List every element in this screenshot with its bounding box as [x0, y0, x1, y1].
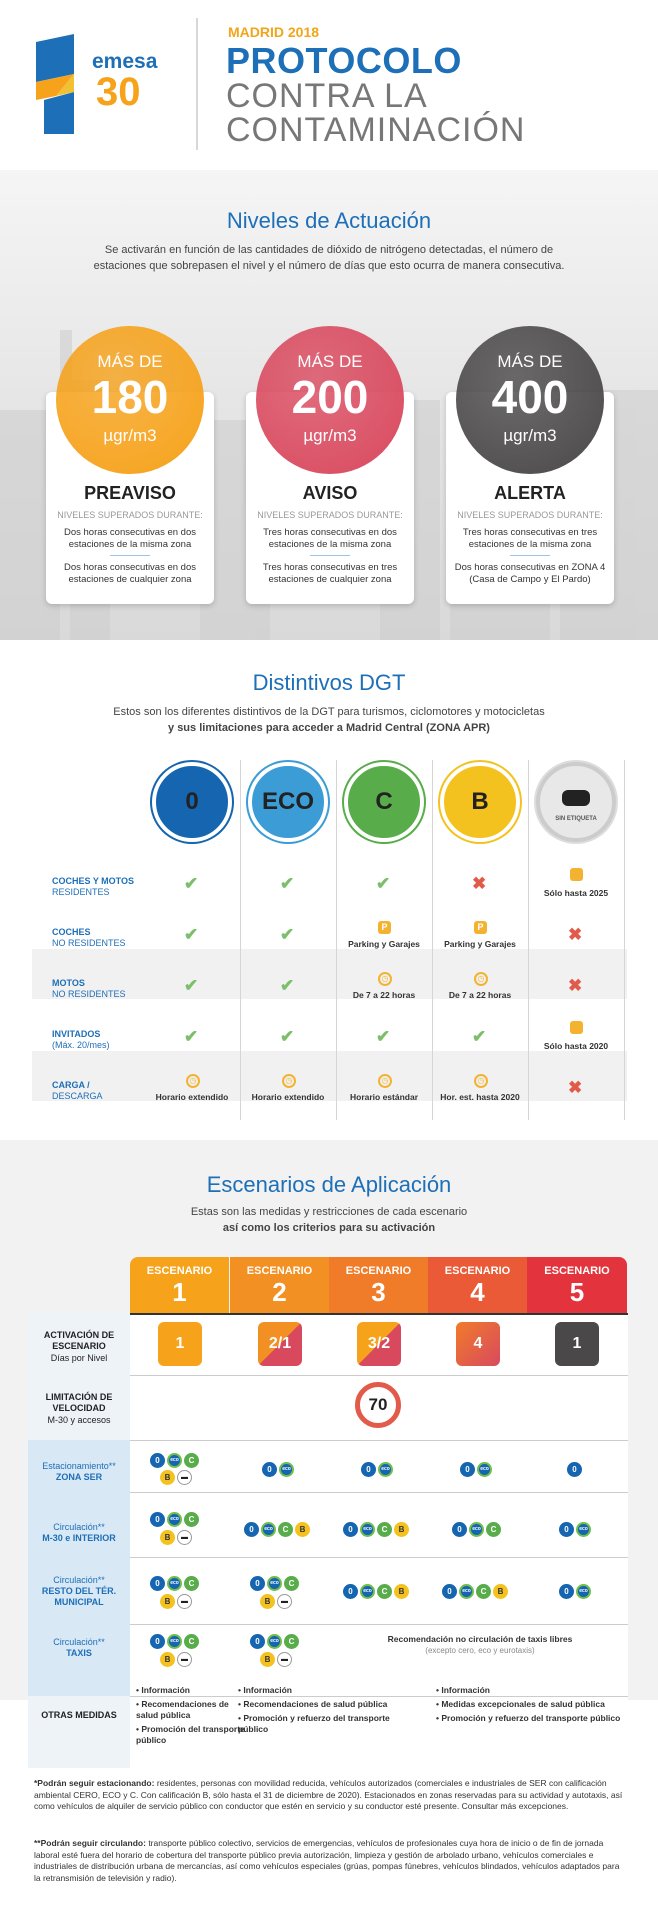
escenario-row-label-2: RESTO DEL TÉR. MUNICIPAL [41, 1586, 117, 1607]
clock-icon: ◷ [378, 972, 392, 986]
escenario-header-word: ESCENARIO [345, 1265, 412, 1277]
nivel-pre: MÁS DE [97, 352, 163, 371]
check-icon: ✔ [184, 874, 199, 893]
badge-dot: eco [167, 1512, 182, 1527]
footer-note-1-bold: *Podrán seguir estacionando: [34, 1778, 155, 1788]
parking-icon: P [474, 921, 487, 934]
badge-dot: eco [279, 1462, 294, 1477]
dgt-column-divider [240, 760, 241, 1120]
dgt-badge-label: 0 [185, 788, 199, 815]
nivel-name: ALERTA [494, 483, 566, 503]
badge-dot: eco [167, 1576, 182, 1591]
escenario-row-label-2: ZONA SER [55, 1472, 103, 1482]
check-icon: ✔ [184, 925, 199, 944]
taxi-note: Recomendación no circulación de taxis libres [387, 1634, 573, 1644]
badge-dot: 0 [567, 1462, 582, 1477]
escenario-row-label [28, 1461, 130, 1483]
clock-icon: ◷ [378, 1074, 392, 1088]
badge-dot: 0 [150, 1453, 165, 1468]
badge-dot: ▬ [177, 1530, 192, 1545]
dgt-cell-note: Hor. est. hasta 2020 [440, 1092, 520, 1102]
badge-dot: 0 [150, 1512, 165, 1527]
dgt-cell-note: Horario extendido [155, 1092, 229, 1102]
badge-dot: B [394, 1584, 409, 1599]
otras-medidas-label: OTRAS MEDIDAS [41, 1710, 117, 1720]
dgt-badge-2 [248, 762, 328, 842]
header-title-1: PROTOCOLO [226, 40, 462, 81]
logo-text: emesa [92, 50, 158, 73]
otras-medidas-item: • Medidas excepcionales de salud pública [436, 1699, 605, 1709]
escenario-header-number: 4 [470, 1277, 485, 1307]
otras-medidas-item: • Promoción y refuerzo del transporte público [436, 1713, 621, 1723]
activation-square: 2/1 [258, 1322, 302, 1366]
header-title-2: CONTRA LA [226, 77, 428, 115]
dgt-row-label-2: NO RESIDENTES [52, 938, 126, 948]
calendar-icon [570, 868, 583, 881]
dgt-cell-note: Parking y Garajes [444, 939, 516, 949]
otras-medidas-item-text: Información [243, 1685, 292, 1695]
badge-dot: 0 [343, 1584, 358, 1599]
badge-dot: ▬ [177, 1652, 192, 1667]
badge-dot: eco [167, 1453, 182, 1468]
badge-dot: 0 [460, 1462, 475, 1477]
header [0, 0, 658, 165]
escenario-header-word: ESCENARIO [544, 1265, 610, 1277]
nivel-value: 200 [291, 371, 369, 423]
dgt-row-label-1: INVITADOS [52, 1029, 101, 1039]
nivel-sub: NIVELES SUPERADOS DURANTE: [257, 510, 403, 520]
badge-dot: 0 [559, 1584, 574, 1599]
check-icon: ✔ [280, 1027, 295, 1046]
check-icon: ✔ [376, 1027, 391, 1046]
clock-icon: ◷ [186, 1074, 200, 1088]
escenario-header-number: 5 [569, 1277, 585, 1307]
badge-dot: C [284, 1634, 299, 1649]
escenario-header-number: 2 [272, 1277, 287, 1307]
escenario-row-label [28, 1522, 130, 1544]
nivel-sub: NIVELES SUPERADOS DURANTE: [57, 510, 203, 520]
badge-dot: C [284, 1576, 299, 1591]
calendar-icon [570, 1021, 583, 1034]
taxi-note-sub: (excepto cero, eco y eurotaxis) [425, 1646, 535, 1655]
escenario-row-label-1: Circulación** [53, 1522, 105, 1532]
badge-dot: 0 [244, 1522, 259, 1537]
badge-dot: C [486, 1522, 501, 1537]
dgt-badge-3 [344, 762, 424, 842]
escenario-row-label-2: TAXIS [66, 1648, 92, 1658]
otras-medidas-item-text: Información [441, 1685, 490, 1695]
badge-dot: B [160, 1470, 175, 1485]
footer-note-2-text: transporte público colectivo, servicios de emergencias, vehículos de profesionales cuya hora de inicio o de fin de jornada laboral esté fuera del horario de cobertura del transporte público previa autorización, limpieza y gestión de arbolado urbano, vehículos comerciales e industriales de distribución urbana de mercancías, así como vehículos especiales (grúas, pompas fúnebres, vehículos blindados, vehículos adaptados para la retransmisión de televisión y radio). [34, 1838, 620, 1883]
escenario-row-label-1: Circulación** [53, 1637, 105, 1647]
footer-note-1-text: residentes, personas con movilidad reducida, vehículos autorizados (comerciales e industriales de SER con calificación ambiental CERO, ECO y C. Con calificación B, sólo hasta el 31 de diciembre de 2020). Estacionados en zonas reservadas para su actividad y autotaxis, así como vehículos de alquiler de servicio público con conductor que estén en servicio y su conductor esté presente. Consultar más excepciones. [34, 1778, 623, 1811]
badge-dot: C [184, 1453, 199, 1468]
nivel-circle [256, 326, 404, 474]
badge-dot: C [278, 1522, 293, 1537]
dgt-row-label-2: (Máx. 20/mes) [52, 1040, 110, 1050]
dgt-row-label-1: COCHES [52, 927, 91, 937]
badge-dot: C [377, 1584, 392, 1599]
otras-medidas-item-text: Recomendaciones de salud pública [243, 1699, 388, 1709]
escenario-row-label-2: M-30 e INTERIOR [42, 1533, 116, 1543]
nivel-line-2: Dos horas consecutivas en dos estaciones de cualquier zona [63, 562, 197, 585]
otras-medidas-item-text: Promoción y refuerzo del transporte público [238, 1713, 390, 1734]
badge-dot: B [295, 1522, 310, 1537]
nivel-value: 180 [91, 371, 169, 423]
dgt-row-label [52, 927, 126, 949]
header-divider [196, 18, 198, 150]
escenario-header-word: ESCENARIO [444, 1265, 511, 1277]
check-icon: ✔ [280, 925, 295, 944]
dgt-row-label-1: MOTOS [52, 978, 85, 988]
badge-dot: 0 [442, 1584, 457, 1599]
dgt-column-divider [528, 760, 529, 1120]
activation-square: 1 [555, 1322, 599, 1366]
badge-dot: B [260, 1594, 275, 1609]
badge-dot: eco [360, 1522, 375, 1537]
logo-number: 30 [96, 70, 141, 114]
escenario-row-label-1: Circulación** [53, 1575, 105, 1585]
otras-medidas-item: • Información [136, 1685, 190, 1695]
dgt-column-divider [624, 760, 625, 1120]
header-title-3: CONTAMINACIÓN [226, 111, 526, 149]
nivel-unit: µgr/m3 [103, 426, 157, 445]
dgt-cell-note: De 7 a 22 horas [448, 990, 512, 1000]
otras-medidas-item-text: Promoción y refuerzo del transporte público [441, 1713, 621, 1723]
check-icon: ✔ [280, 874, 295, 893]
escenario-row-label-bg [28, 1696, 130, 1768]
clock-icon: ◷ [474, 972, 488, 986]
nivel-circle [456, 326, 604, 474]
dgt-row-label [52, 1029, 110, 1051]
escenario-header-3 [329, 1257, 428, 1313]
escenario-header-5 [527, 1257, 627, 1313]
badge-dot: B [260, 1652, 275, 1667]
nivel-unit: µgr/m3 [503, 426, 557, 445]
footer-note-1 [34, 1778, 628, 1813]
car-icon [562, 790, 590, 806]
niveles-intro: Se activarán en función de las cantidades de dióxido de nitrógeno detectadas, el número de estaciones que sobrepasen el nivel y el número de días que esto ocurra de manera consecutiva. [93, 244, 565, 272]
escenario-header-number: 1 [172, 1277, 187, 1307]
speed-sub: M-30 y accesos [47, 1415, 111, 1425]
escenario-header-4 [428, 1257, 527, 1313]
activation-square: 3/2 [357, 1322, 401, 1366]
badge-dot: eco [576, 1584, 591, 1599]
badge-dot: ▬ [277, 1594, 292, 1609]
nivel-separator [510, 555, 550, 556]
escenario-row-label [28, 1637, 130, 1659]
speed-label: LIMITACIÓN DE VELOCIDAD [45, 1392, 113, 1413]
nivel-separator [110, 555, 150, 556]
badge-dot: eco [167, 1634, 182, 1649]
badge-dot: eco [576, 1522, 591, 1537]
cross-icon: ✖ [568, 925, 583, 944]
badge-dot: 0 [262, 1462, 277, 1477]
badge-dot: eco [261, 1522, 276, 1537]
escenarios-title: Escenarios de Aplicación [206, 1172, 452, 1197]
dgt-cell-note: Horario estándar [349, 1092, 419, 1102]
badge-dot: eco [267, 1576, 282, 1591]
badge-dot: eco [360, 1584, 375, 1599]
otras-medidas-item-text: Medidas excepcionales de salud pública [441, 1699, 605, 1709]
nivel-line-1: Dos horas consecutivas en dos estaciones de la misma zona [63, 527, 197, 550]
nivel-line-1: Tres horas consecutivas en dos estaciones de la misma zona [263, 527, 397, 550]
check-icon: ✔ [184, 1027, 199, 1046]
badge-dot: B [493, 1584, 508, 1599]
badge-dot: 0 [250, 1634, 265, 1649]
otras-medidas-item-text: Promoción del transporte público [136, 1724, 245, 1745]
activation-square: 4 [456, 1322, 500, 1366]
badge-dot: ▬ [177, 1470, 192, 1485]
otras-medidas-item: • Promoción del transporte público [136, 1724, 245, 1745]
badge-dot: ▬ [277, 1652, 292, 1667]
dgt-badge-5 [536, 762, 616, 842]
badge-dot: 0 [343, 1522, 358, 1537]
badge-dot: B [394, 1522, 409, 1537]
nivel-name: PREAVISO [84, 483, 176, 503]
nivel-name: AVISO [302, 483, 358, 503]
otras-medidas-item: • Información [238, 1685, 292, 1695]
niveles-title: Niveles de Actuación [226, 208, 432, 233]
nivel-value: 400 [491, 371, 569, 423]
badge-dot: eco [267, 1634, 282, 1649]
check-icon: ✔ [184, 976, 199, 995]
badge-dot: eco [477, 1462, 492, 1477]
nivel-pre: MÁS DE [297, 352, 363, 371]
otras-medidas-item: • Promoción y refuerzo del transporte público [238, 1713, 390, 1734]
nivel-line-1: Tres horas consecutivas en tres estaciones de la misma zona [462, 527, 598, 550]
badge-dot: C [184, 1512, 199, 1527]
dgt-badge-label: B [471, 788, 489, 815]
escenarios-intro-1: Estas son las medidas y restricciones de cada escenario [190, 1206, 468, 1218]
clock-icon: ◷ [474, 1074, 488, 1088]
nivel-circle [56, 326, 204, 474]
check-icon: ✔ [376, 874, 391, 893]
nivel-unit: µgr/m3 [303, 426, 357, 445]
otras-medidas-item: • Recomendaciones de salud pública [238, 1699, 388, 1709]
check-icon: ✔ [280, 976, 295, 995]
otras-medidas-list [136, 1685, 246, 1749]
dgt-row-label-1: COCHES Y MOTOS [52, 876, 135, 886]
escenario-header-2 [230, 1257, 329, 1313]
escenario-header-number: 3 [371, 1277, 386, 1307]
escenarios-intro-2: así como los criterios para su activación [222, 1222, 436, 1234]
dgt-cell-note: De 7 a 22 horas [352, 990, 416, 1000]
speed-sign: 70 [355, 1382, 401, 1428]
badge-dot: 0 [150, 1634, 165, 1649]
otras-medidas-item: • Información [436, 1685, 490, 1695]
footer-note-2-bold: **Podrán seguir circulando: [34, 1838, 146, 1848]
dgt-cell-note: Parking y Garajes [348, 939, 420, 949]
escenario-header-1 [130, 1257, 229, 1313]
header-tag: MADRID 2018 [228, 24, 320, 40]
badge-dot: eco [469, 1522, 484, 1537]
footer-note-2 [34, 1838, 628, 1884]
dgt-row-label [52, 876, 134, 898]
nivel-line-2: Dos horas consecutivas en ZONA 4 (Casa de Campo y El Pardo) [454, 562, 606, 585]
dgt-row-label-2: DESCARGA [52, 1091, 103, 1101]
badge-dot: eco [459, 1584, 474, 1599]
dgt-badge-label: SIN ETIQUETA [555, 816, 597, 822]
cross-icon: ✖ [568, 976, 583, 995]
otras-medidas-list [238, 1685, 418, 1738]
badge-dot: B [160, 1652, 175, 1667]
otras-medidas-item-text: Información [141, 1685, 190, 1695]
dgt-title: Distintivos DGT [252, 670, 406, 695]
dgt-row-label-2: RESIDENTES [52, 887, 110, 897]
otras-medidas-item-text: Recomendaciones de salud pública [136, 1699, 229, 1720]
badge-dot: C [184, 1634, 199, 1649]
parking-icon: P [378, 921, 391, 934]
nivel-pre: MÁS DE [497, 352, 563, 371]
dgt-badge-label: C [375, 788, 393, 815]
badge-dot: C [377, 1522, 392, 1537]
dgt-cell-note: Sólo hasta 2025 [543, 888, 609, 898]
dgt-cell-note: Sólo hasta 2020 [543, 1041, 609, 1051]
badge-dot: 0 [559, 1522, 574, 1537]
dgt-cell-note: Horario extendido [251, 1092, 325, 1102]
otras-medidas-list [436, 1685, 626, 1727]
badge-dot: 0 [150, 1576, 165, 1591]
check-icon: ✔ [472, 1027, 487, 1046]
badge-dot: B [160, 1530, 175, 1545]
badge-dot: C [476, 1584, 491, 1599]
dgt-badge-label: ECO [261, 788, 314, 815]
cross-icon: ✖ [568, 1078, 583, 1097]
badge-dot: 0 [361, 1462, 376, 1477]
dgt-badge-1 [152, 762, 232, 842]
clock-icon: ◷ [282, 1074, 296, 1088]
activation-sub: Días por Nivel [50, 1353, 108, 1363]
cross-icon: ✖ [472, 874, 487, 893]
badge-dot: ▬ [177, 1594, 192, 1609]
badge-dot: 0 [452, 1522, 467, 1537]
escenario-header-word: ESCENARIO [146, 1265, 213, 1277]
escenario-row-label [28, 1575, 130, 1608]
badge-dot: B [160, 1594, 175, 1609]
badge-dot: eco [378, 1462, 393, 1477]
nivel-sub: NIVELES SUPERADOS DURANTE: [457, 510, 603, 520]
escenario-row-label-bg [28, 1624, 130, 1696]
badge-dot: C [184, 1576, 199, 1591]
activation-label: ACTIVACIÓN DE ESCENARIO [43, 1330, 115, 1351]
dgt-row-label-1: CARGA / [52, 1080, 90, 1090]
dgt-intro-1: Estos son los diferentes distintivos de la DGT para turismos, ciclomotores y motocicletas [113, 706, 545, 718]
otras-medidas-item: • Recomendaciones de salud pública [136, 1699, 229, 1720]
escenario-row-label-1: Estacionamiento** [42, 1461, 116, 1471]
nivel-line-2: Tres horas consecutivas en tres estaciones de cualquier zona [262, 562, 398, 585]
dgt-row-label [52, 978, 126, 1000]
nivel-separator [310, 555, 350, 556]
badge-dot: 0 [250, 1576, 265, 1591]
activation-square: 1 [158, 1322, 202, 1366]
dgt-intro-2: y sus limitaciones para acceder a Madrid Central (ZONA APR) [168, 722, 490, 734]
escenario-header-word: ESCENARIO [246, 1265, 313, 1277]
dgt-row-label [52, 1080, 103, 1102]
dgt-row-label-2: NO RESIDENTES [52, 989, 126, 999]
dgt-badge-4 [440, 762, 520, 842]
